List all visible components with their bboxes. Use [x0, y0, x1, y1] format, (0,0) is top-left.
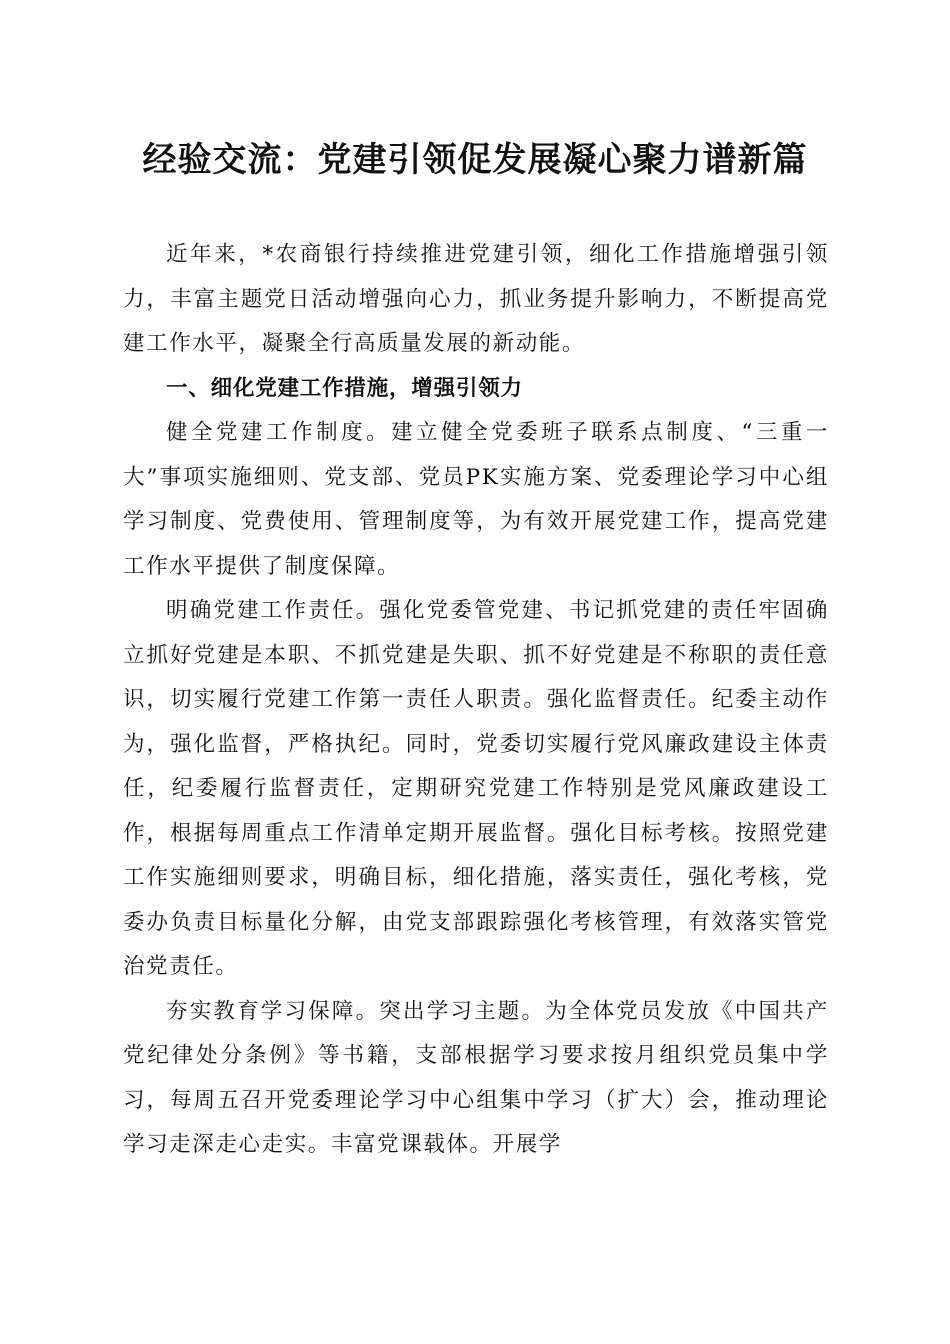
document-body — [123, 233, 829, 1168]
intro-paragraph: 近年来，*农商银行持续推进党建引领，细化工作措施增强引领力，丰富主题党日活动增强向心力，抓业务提升影响力，不断提高党建工作水平，凝聚全行高质量发展的新动能。 — [123, 242, 829, 356]
section-heading: 一、细化党建工作措施，增强引领力 — [166, 375, 523, 401]
document-title: 经验交流：党建引领促发展凝心聚力谱新篇 — [142, 140, 808, 180]
paragraph-education-study: 夯实教育学习保障。突出学习主题。为全体党员发放《中国共产党纪律处分条例》等书籍，支部根据学习要求按月组织党员集中学习，每周五召开党委理论学习中心组集中学习（扩大）会，推动理论学习走深走心走实。丰富党课载体。开展学 — [123, 998, 829, 1157]
paragraph-party-system: 健全党建工作制度。建立健全党委班子联系点制度、“三重一大”事项实施细则、党支部、党员PK实施方案、党委理论学习中心组学习制度、党费使用、管理制度等，为有效开展党建工作，提高党建工作水平提供了制度保障。 — [123, 420, 829, 579]
paragraph-party-responsibility: 明确党建工作责任。强化党委管党建、书记抓党建的责任牢固确立抓好党建是本职、不抓党建是失职、抓不好党建是不称职的责任意识，切实履行党建工作第一责任人职责。强化监督责任。纪委主动作为，强化监督，严格执纪。同时，党委切实履行党风廉政建设主体责任，纪委履行监督责任，定期研究党建工作特别是党风廉政建设工作，根据每周重点工作清单定期开展监督。强化目标考核。按照党建工作实施细则要求，明确目标，细化措施，落实责任，强化考核，党委办负责目标量化分解，由党支部跟踪强化考核管理，有效落实管党治党责任。 — [123, 598, 829, 979]
